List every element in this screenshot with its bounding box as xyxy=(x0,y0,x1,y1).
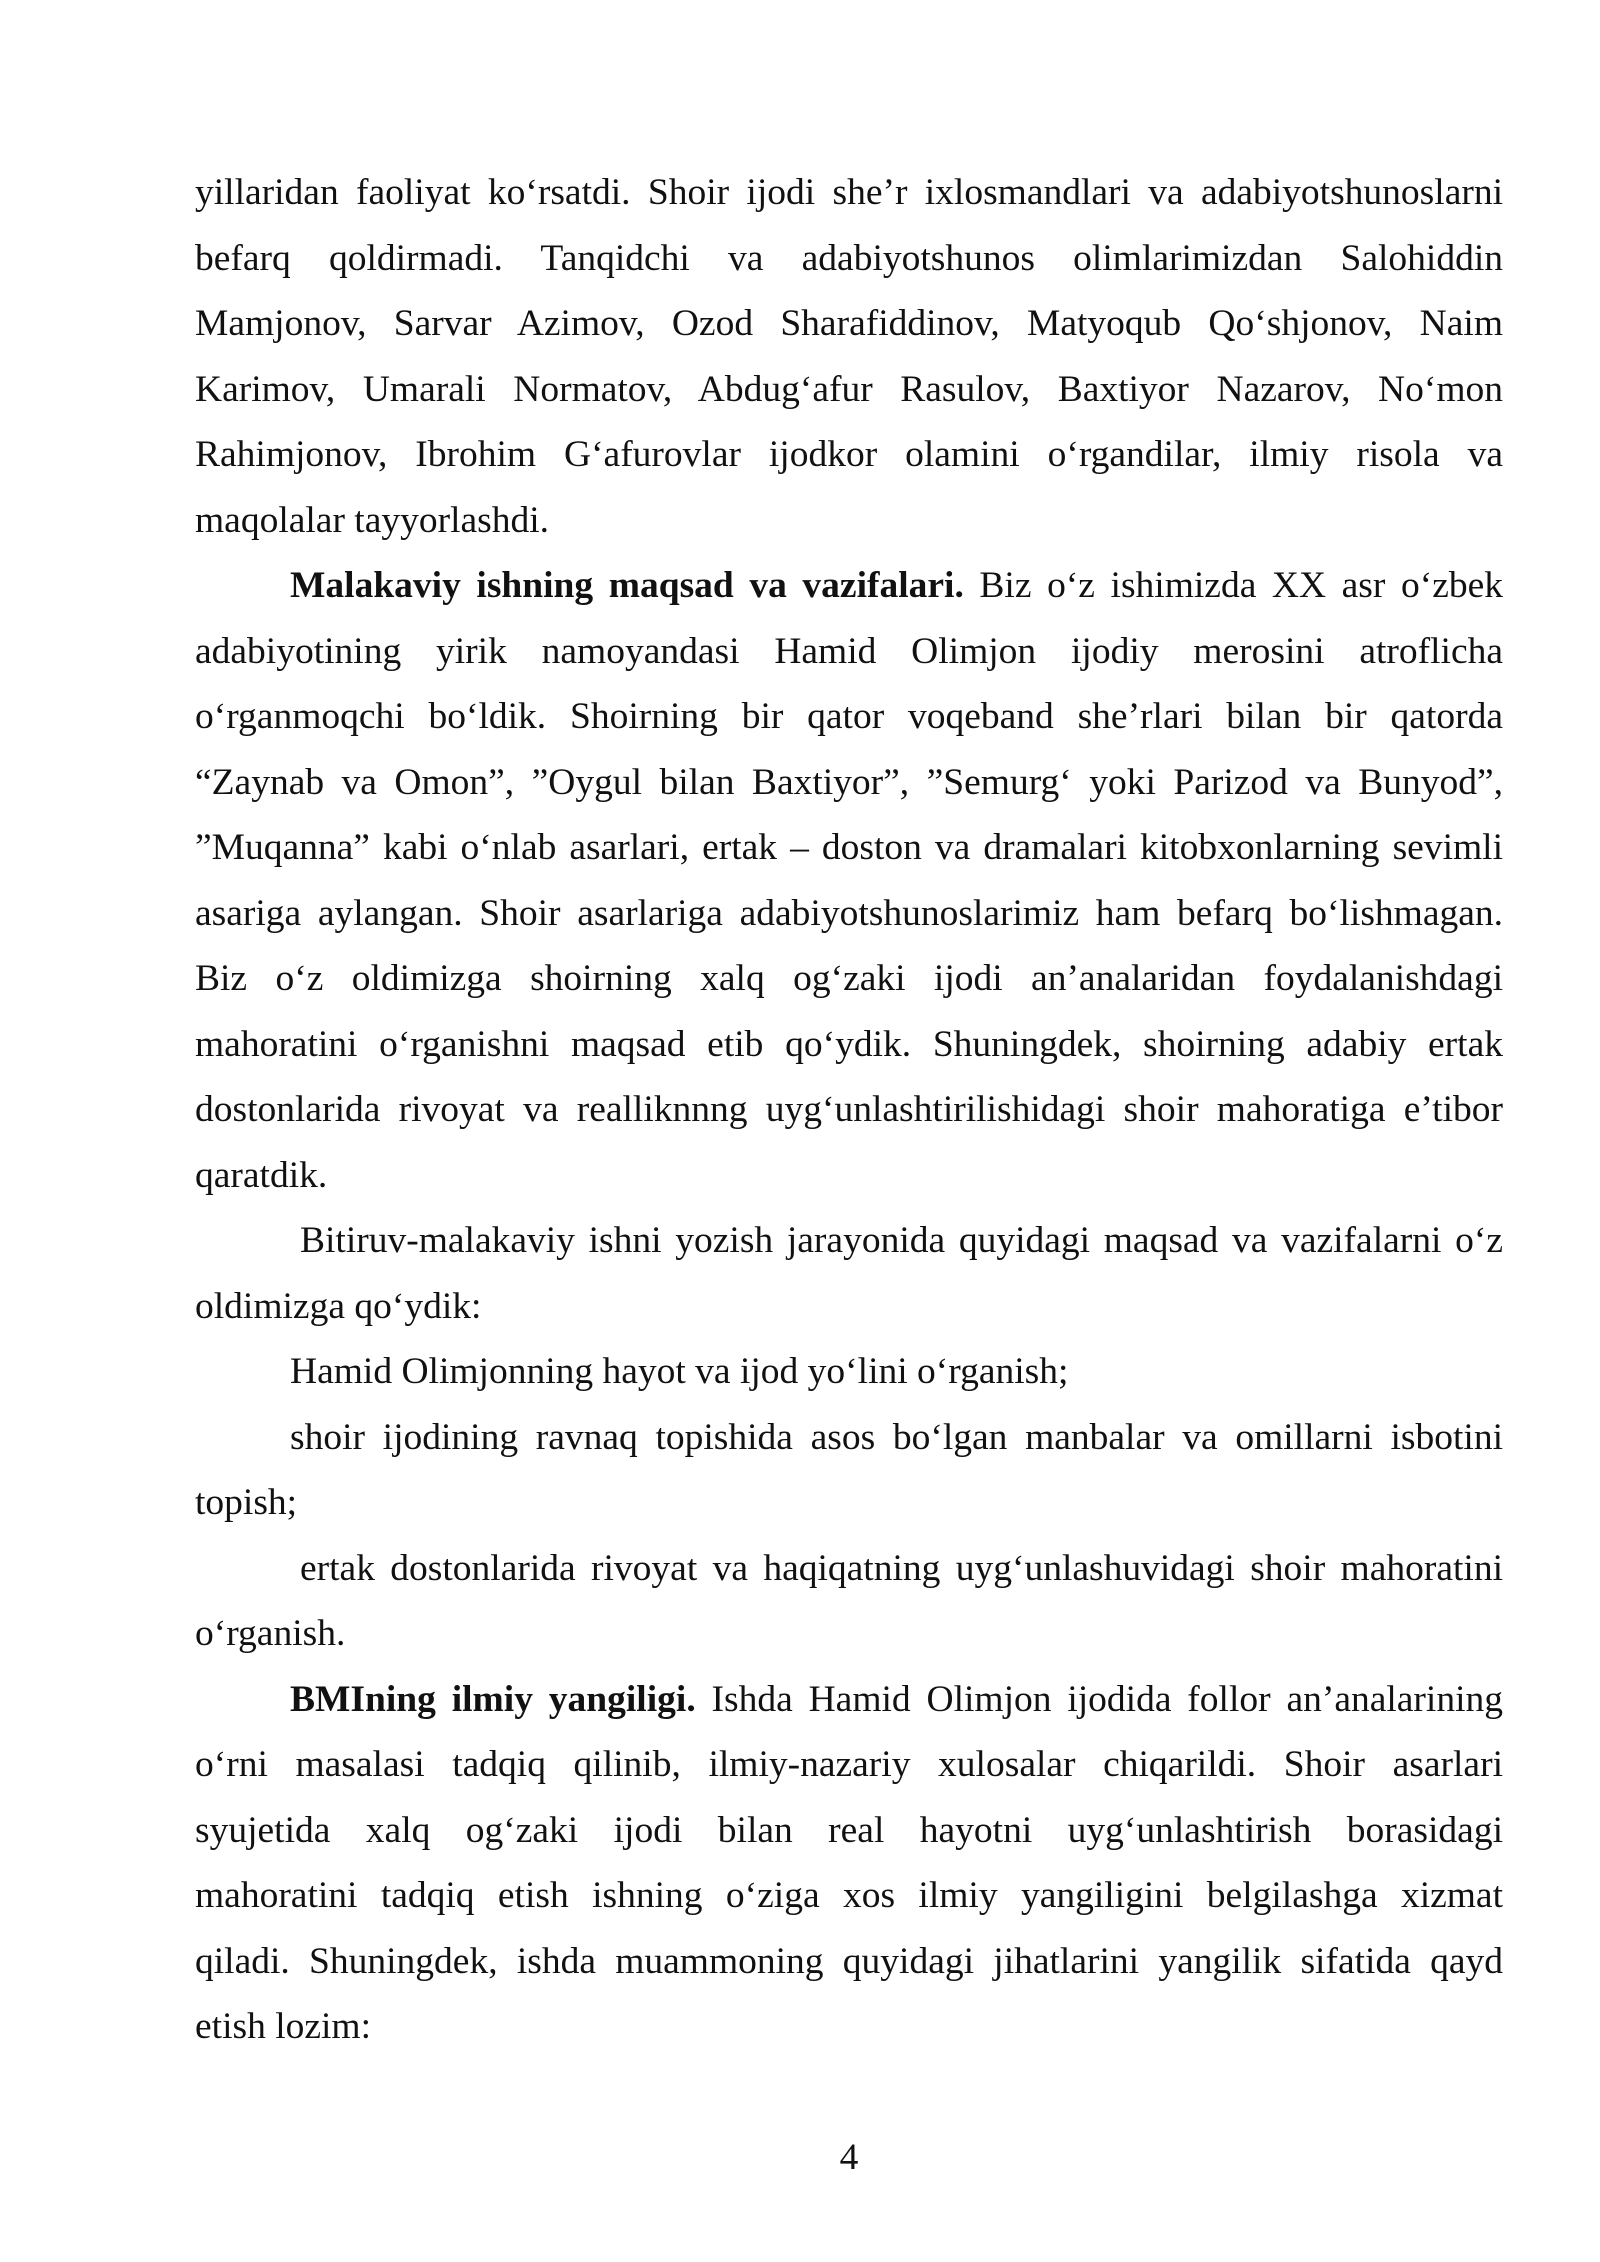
body-text xyxy=(195,160,1503,2060)
text-line: Hamid Olimjonning hayot va ijod yo‘lini o‘rganish; xyxy=(290,1351,1069,1392)
text-line: ”Muqanna” kabi o‘nlab asarlari, ertak – doston va dramalari kitobxonlarning sevimli xyxy=(195,827,1503,868)
line-text: Biz o‘z ishimizda XX asr o‘zbek xyxy=(963,565,1503,606)
text-line: ertak dostonlarida rivoyat va haqiqatning uyg‘unlashuvidagi shoir mahoratini xyxy=(300,1547,1503,1589)
text-line: dostonlarida rivoyat va realliknnng uyg‘unlashtirilishidagi shoir mahoratiga e’tibor xyxy=(195,1089,1503,1130)
text-line: qaratdik. xyxy=(195,1154,328,1196)
text-line: maqolalar tayyorlashdi. xyxy=(195,499,550,541)
text-line: mahoratini o‘rganishni maqsad etib qo‘ydik. Shuningdek, shoirning adabiy ertak xyxy=(195,1023,1503,1065)
text-line: yillaridan faoliyat ko‘rsatdi. Shoir ijodi she’r ixlosmandlari va adabiyotshunoslarni xyxy=(195,172,1503,213)
page-number: 4 xyxy=(839,2137,859,2178)
text-line: etish lozim: xyxy=(195,2006,372,2047)
text-line: o‘rganish. xyxy=(195,1613,346,1654)
text-line: Rahimjonov, Ibrohim G‘afurovlar ijodkor olamini o‘rgandilar, ilmiy risola va xyxy=(195,434,1503,475)
text-line: oldimizga qo‘ydik: xyxy=(195,1285,482,1327)
text-line: o‘rni masalasi tadqiq qilinib, ilmiy-nazariy xulosalar chiqarildi. Shoir asarlari xyxy=(195,1744,1503,1785)
line-text: Ishda Hamid Olimjon ijodida follor an’analarining xyxy=(695,1678,1504,1720)
text-line: Karimov, Umarali Normatov, Abdug‘afur Rasulov, Baxtiyor Nazarov, No‘mon xyxy=(195,368,1503,410)
text-line: befarq qoldirmadi. Tanqidchi va adabiyotshunos olimlarimizdan Salohiddin xyxy=(195,237,1503,279)
text-line: syujetida xalq og‘zaki ijodi bilan real hayotni uyg‘unlashtirish borasidagi xyxy=(195,1809,1503,1851)
text-line: Bitiruv-malakaviy ishni yozish jarayonida quyidagi maqsad va vazifalarni o‘z xyxy=(300,1220,1503,1261)
text-line xyxy=(195,553,1503,619)
text-line: topish; xyxy=(195,1482,298,1523)
text-line: o‘rganmoqchi bo‘ldik. Shoirning bir qator voqeband she’rlari bilan bir qatorda xyxy=(195,696,1503,737)
text-line: Biz o‘z oldimizga shoirning xalq og‘zaki ijodi an’analaridan foydalanishdagi xyxy=(195,958,1503,999)
text-line: asariga aylangan. Shoir asarlariga adabiyotshunoslarimiz ham befarq bo‘lishmagan. xyxy=(195,892,1503,934)
paragraph xyxy=(195,1536,1503,1667)
paragraph-heading: BMIning ilmiy yangiligi. xyxy=(290,1678,696,1720)
text-line: shoir ijodining ravnaq topishida asos bo‘lgan manbalar va omillarni isbotini xyxy=(290,1416,1503,1458)
paragraph xyxy=(195,1405,1503,1536)
text-line: qiladi. Shuningdek, ishda muammoning quyidagi jihatlarini yangilik sifatida qayd xyxy=(195,1940,1503,1982)
paragraph xyxy=(195,160,1503,553)
text-line: adabiyotining yirik namoyandasi Hamid Olimjon ijodiy merosini atroflicha xyxy=(195,630,1503,672)
text-line xyxy=(195,1667,1503,1733)
text-line: mahoratini tadqiq etish ishning o‘ziga xos ilmiy yangiligini belgilashga xizmat xyxy=(195,1875,1503,1916)
paragraph-heading: Malakaviy ishning maqsad va vazifalari. xyxy=(290,565,964,606)
paragraph xyxy=(195,553,1503,1208)
paragraph xyxy=(195,1667,1503,2060)
text-line: “Zaynab va Omon”, ”Oygul bilan Baxtiyor”, ”Semurg‘ yoki Parizod va Bunyod”, xyxy=(195,761,1503,803)
paragraph xyxy=(195,1339,1503,1405)
paragraph xyxy=(195,1208,1503,1339)
text-line: Mamjonov, Sarvar Azimov, Ozod Sharafiddinov, Matyoqub Qo‘shjonov, Naim xyxy=(195,303,1503,344)
